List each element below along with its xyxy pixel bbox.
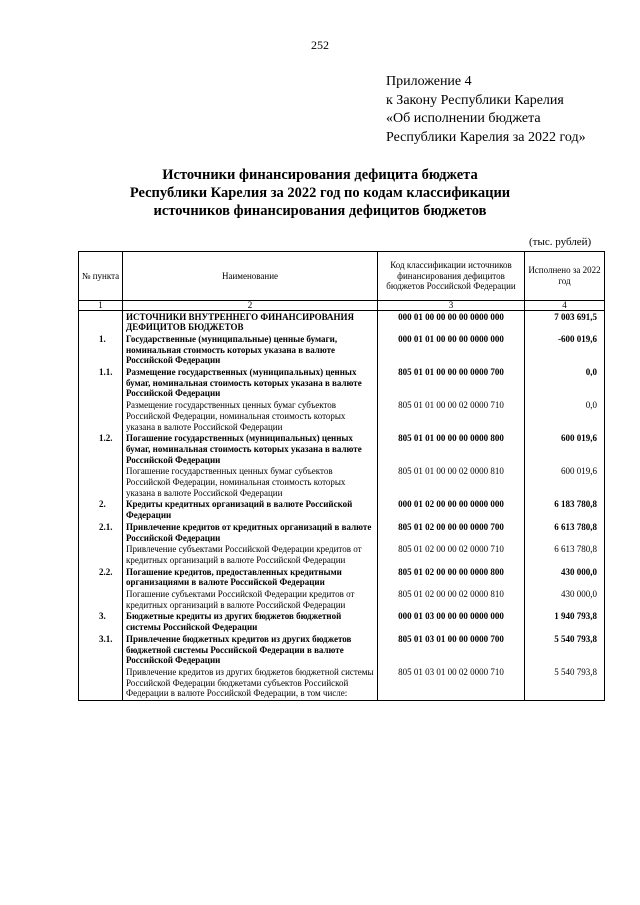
table-row [79,521,605,543]
header-number: № пункта [79,252,123,301]
table-row [79,367,605,400]
row-amount: 0,0 [525,400,605,433]
row-code: 805 01 03 01 00 02 0000 710 [378,667,525,701]
column-number: 4 [525,301,605,311]
row-amount: 600 019,6 [525,433,605,466]
table-row [79,311,605,334]
row-number [79,311,123,334]
row-number [79,466,123,499]
row-code: 805 01 01 00 00 02 0000 810 [378,466,525,499]
row-name: ИСТОЧНИКИ ВНУТРЕННЕГО ФИНАНСИРОВАНИЯ ДЕФИЦИТОВ БЮДЖЕТОВ [123,311,378,334]
row-code: 805 01 02 00 00 00 0000 800 [378,566,525,588]
row-name: Привлечение субъектами Российской Федерации кредитов от кредитных организаций в валюте Российской Федерации [123,544,378,566]
row-code: 805 01 01 00 00 00 0000 800 [378,433,525,466]
column-numbers-row [79,301,605,311]
row-name: Привлечение кредитов от кредитных организаций в валюте Российской Федерации [123,521,378,543]
row-name: Привлечение кредитов из других бюджетов бюджетной системы Российской Федерации бюджетами субъектов Российской Федерации в валюте Российской Федерации, в том числе: [123,667,378,701]
row-amount: 6 183 780,8 [525,499,605,521]
row-code: 805 01 02 00 00 00 0000 700 [378,521,525,543]
row-number: 3. [79,611,123,633]
row-amount: 430 000,0 [525,566,605,588]
row-number: 2.1. [79,521,123,543]
table-row [79,400,605,433]
row-number: 3.1. [79,633,123,666]
row-code: 805 01 01 00 00 00 0000 700 [378,367,525,400]
row-amount: 5 540 793,8 [525,667,605,701]
header-name: Наименование [123,252,378,301]
table-row [79,433,605,466]
row-number: 2.2. [79,566,123,588]
page-number: 252 [311,38,329,52]
row-code: 805 01 01 00 00 02 0000 710 [378,400,525,433]
row-name: Погашение кредитов, предоставленных кредитными организациями в валюте Российской Федерации [123,566,378,588]
table-row [79,466,605,499]
row-amount: 430 000,0 [525,589,605,611]
row-number: 2. [79,499,123,521]
table-row [79,633,605,666]
row-code: 000 01 00 00 00 00 0000 000 [378,311,525,334]
table-row [79,667,605,701]
row-name: Погашение субъектами Российской Федерации кредитов от кредитных организаций в валюте Российской Федерации [123,589,378,611]
row-amount: -600 019,6 [525,333,605,366]
header-code: Код классификации источников финансирования дефицитов бюджетов Российской Федерации [378,252,525,301]
document-title [0,166,640,220]
table-body [79,311,605,701]
title-line: Источники финансирования дефицита бюджета [162,167,478,183]
row-amount: 6 613 780,8 [525,544,605,566]
row-amount: 0,0 [525,367,605,400]
row-name: Размещение государственных ценных бумаг субъектов Российской Федерации, номинальная стоимость которых указана в валюте Российской Федерации [123,400,378,433]
row-number: 1. [79,333,123,366]
row-amount: 5 540 793,8 [525,633,605,666]
row-number [79,544,123,566]
row-amount: 6 613 780,8 [525,521,605,543]
row-number [79,667,123,701]
row-name: Кредиты кредитных организаций в валюте Российской Федерации [123,499,378,521]
table-row [79,499,605,521]
appendix-line: Республики Карелия за 2022 год» [386,129,586,145]
units-label: (тыс. рублей) [529,236,592,248]
appendix-line: Приложение 4 [386,74,472,89]
column-number: 2 [123,301,378,311]
table-row [79,333,605,366]
row-amount: 600 019,6 [525,466,605,499]
row-number [79,589,123,611]
header-amount: Исполнено за 2022 год [525,252,605,301]
row-amount: 1 940 793,8 [525,611,605,633]
row-number: 1.1. [79,367,123,400]
table-row [79,589,605,611]
row-number [79,400,123,433]
row-name: Погашение государственных ценных бумаг субъектов Российской Федерации, номинальная стоимость которых указана в валюте Российской Федерации [123,466,378,499]
appendix-line: «Об исполнении бюджета [386,111,541,126]
table-row [79,566,605,588]
title-line: источников финансирования дефицитов бюджетов [153,203,487,219]
row-name: Государственные (муниципальные) ценные бумаги, номинальная стоимость которых указана в валюте Российской Федерации [123,333,378,366]
appendix-line: к Закону Республики Карелия [386,92,564,108]
row-name: Привлечение бюджетных кредитов из других бюджетов бюджетной системы Российской Федерации в валюте Российской Федерации [123,633,378,666]
table-header-row [79,252,605,301]
sources-table [78,251,605,701]
table-row [79,544,605,566]
row-name: Размещение государственных (муниципальных) ценных бумаг, номинальная стоимость которых указана в валюте Российской Федерации [123,367,378,400]
row-code: 805 01 03 01 00 00 0000 700 [378,633,525,666]
row-number: 1.2. [79,433,123,466]
row-code: 000 01 02 00 00 00 0000 000 [378,499,525,521]
table-row [79,611,605,633]
row-code: 000 01 01 00 00 00 0000 000 [378,333,525,366]
row-amount: 7 003 691,5 [525,311,605,334]
row-code: 000 01 03 00 00 00 0000 000 [378,611,525,633]
column-number: 3 [378,301,525,311]
appendix-note [386,73,586,147]
title-line: Республики Карелия за 2022 год по кодам классификации [129,185,511,201]
row-code: 805 01 02 00 00 02 0000 810 [378,589,525,611]
row-name: Погашение государственных (муниципальных) ценных бумаг, номинальная стоимость которых указана в валюте Российской Федерации [123,433,378,466]
row-name: Бюджетные кредиты из других бюджетов бюджетной системы Российской Федерации [123,611,378,633]
row-code: 805 01 02 00 00 02 0000 710 [378,544,525,566]
column-number: 1 [79,301,123,311]
